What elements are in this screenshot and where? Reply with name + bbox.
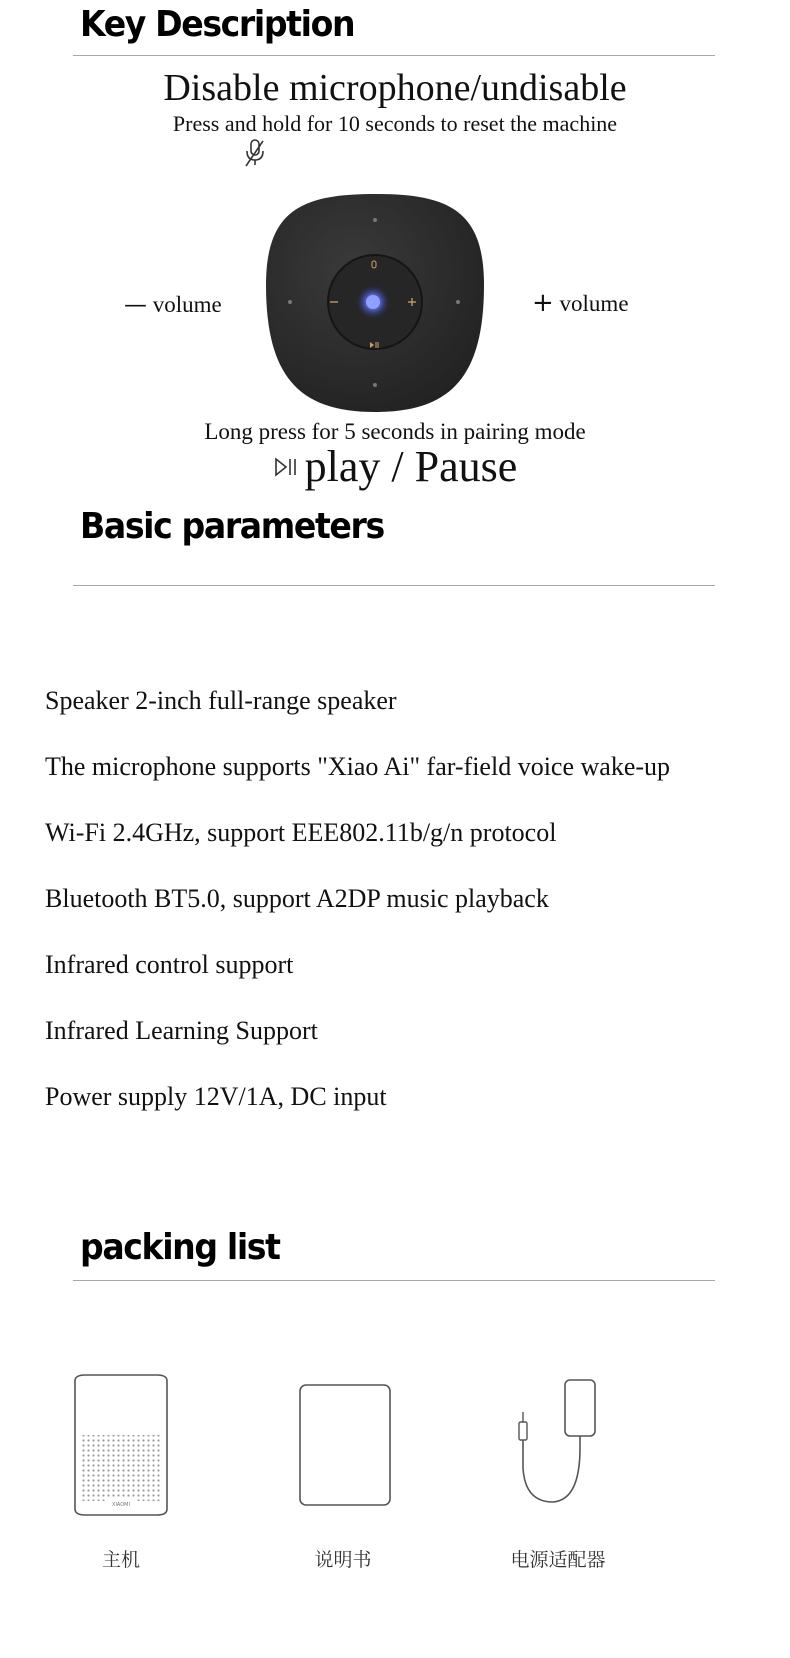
speaker-top-view xyxy=(262,190,488,416)
param-item: The microphone supports "Xiao Ai" far-field voice wake-up xyxy=(45,752,671,781)
key-description-rule xyxy=(73,55,715,56)
param-item: Power supply 12V/1A, DC input xyxy=(45,1082,387,1111)
play-pause-icon xyxy=(273,455,299,479)
volume-up-label: + volume xyxy=(532,288,629,318)
param-item: Infrared Learning Support xyxy=(45,1016,318,1045)
packing-list-rule xyxy=(73,1280,715,1281)
pack-label-adapter: 电源适配器 xyxy=(510,1549,606,1571)
mic-mute-icon xyxy=(242,138,268,168)
pack-label-speaker: 主机 xyxy=(101,1549,140,1571)
speaker-unit-icon xyxy=(71,1373,171,1519)
minus-icon: — xyxy=(124,292,147,318)
play-pause-label: play / Pause xyxy=(304,442,518,491)
mic-title: Disable microphone/undisable xyxy=(163,67,627,109)
plus-icon: + xyxy=(532,288,554,318)
param-item: Speaker 2-inch full-range speaker xyxy=(45,686,397,715)
param-item: Bluetooth BT5.0, support A2DP music playback xyxy=(45,884,549,913)
pack-label-manual: 说明书 xyxy=(314,1549,372,1571)
basic-parameters-rule xyxy=(73,585,715,586)
mic-subtitle: Press and hold for 10 seconds to reset the machine xyxy=(172,111,618,136)
volume-down-label: — volume xyxy=(124,292,222,318)
param-item: Infrared control support xyxy=(45,950,294,979)
basic-parameters-heading: Basic parameters xyxy=(80,506,384,547)
param-item: Wi-Fi 2.4GHz, support EEE802.11b/g/n protocol xyxy=(45,818,557,847)
power-adapter-icon xyxy=(515,1378,600,1508)
speaker-brand-mark: XIAOMI xyxy=(112,1502,130,1508)
packing-list-heading: packing list xyxy=(80,1227,280,1268)
manual-icon xyxy=(298,1383,394,1509)
pairing-note: Long press for 5 seconds in pairing mode xyxy=(204,419,586,444)
key-description-heading: Key Description xyxy=(80,4,355,45)
play-pause-row xyxy=(0,441,790,492)
